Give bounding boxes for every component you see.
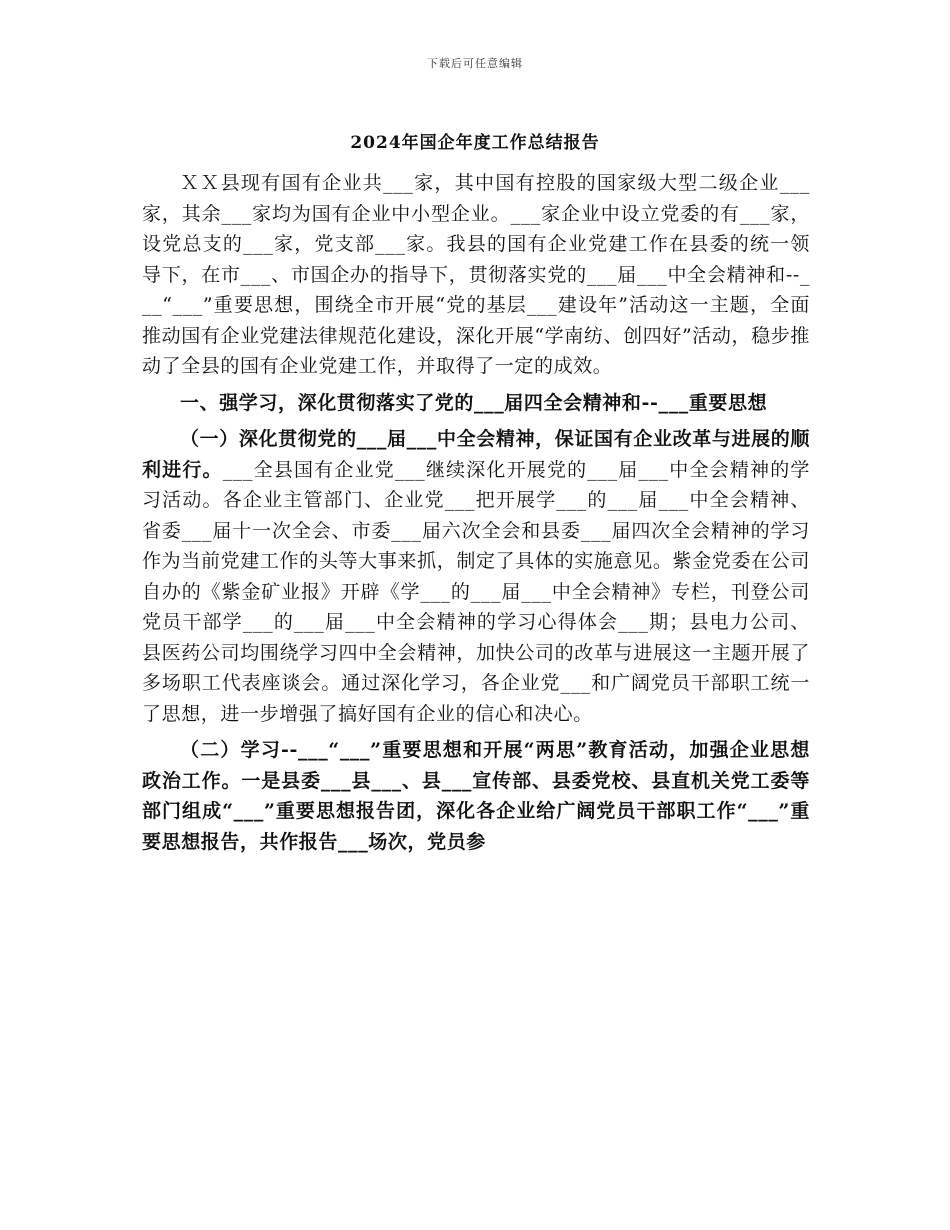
section-1-heading: 一、强学习，深化贯彻落实了党的___届四全会精神和--___重要思想 bbox=[180, 391, 768, 414]
subsection-1-heading: （一）深化贯彻党的___届___中全会精神，保证国有企业改革与进展的顺利进行。 bbox=[142, 428, 810, 481]
subsection-1-paragraph bbox=[142, 424, 810, 729]
subsection-2-paragraph: （二）学习--___“___”重要思想和开展“两思”教育活动，加强企业思想政治工作。一是县委___县___、县___宣传部、县委党校、县直机关党工委等部门组成“___”重要思想报告团，深化各企业给广阔党员干部职工作“___”重要思想报告，共作报告___场次，党员参 bbox=[142, 739, 810, 853]
document-body bbox=[142, 168, 810, 857]
document-title: 2024年国企年度工作总结报告 bbox=[350, 133, 600, 153]
subsection-1-body: ___全县国有企业党___继续深化开展党的___届___中全会精神的学习活动。各企业主管部门、企业党___把开展学___的___届___中全会精神、省委___届十一次全会、市委___届六次全会和县委___届四次全会精神的学习作为当前党建工作的头等大事来抓，制定了具体的实施意见。紫金党委在公司自办的《紫金矿业报》开辟《学___的___届___中全会精神》专栏，刊登公司党员干部学___的___届___中全会精神的学习心得体会___期；县电力公司、县医药公司均围绕学习四中全会精神，加快公司的改革与进展这一主题开展了多场职工代表座谈会。通过深化学习，各企业党___和广阔党员干部职工统一了思想，进一步增强了搞好国有企业的信心和决心。 bbox=[142, 458, 810, 725]
intro-paragraph: ＸＸ县现有国有企业共___家，其中国有控股的国家级大型二级企业___家，其余___家均为国有企业中小型企业。___家企业中设立党委的有___家，设党总支的___家，党支部___家。我县的国有企业党建工作在县委的统一领导下，在市___、市国企办的指导下，贯彻落实党的___届___中全会精神和--___“___”重要思想，围绕全市开展“党的基层___建设年”活动这一主题，全面推动国有企业党建法律规范化建设，深化开展“学南纺、创四好”活动，稳步推动了全县的国有企业党建工作，并取得了一定的成效。 bbox=[142, 172, 810, 377]
header-note: 下载后可任意编辑 bbox=[427, 57, 523, 70]
